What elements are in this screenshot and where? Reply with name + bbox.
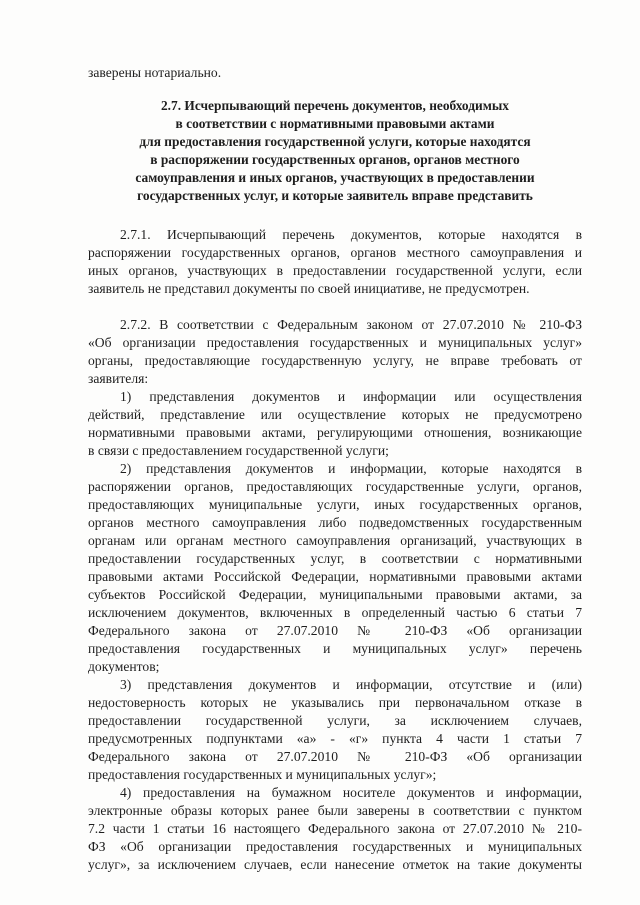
text-line: электронные образы которых ранее были заверены в соответствии с пунктом	[88, 803, 582, 818]
text-line: 2.7.1. Исчерпывающий перечень документов, которые находятся в	[120, 227, 582, 242]
text-line: распоряжении государственных органов, органов местного самоуправления и	[88, 245, 582, 260]
text-line: органы, предоставляющие государственную услугу, не вправе требовать от	[88, 353, 582, 368]
section-heading: самоуправления и иных органов, участвующих в предоставлении	[135, 170, 535, 185]
text-line: нормативными правовыми актами, регулирующими отношения, возникающие	[88, 425, 582, 440]
text-line: исключением документов, включенных в определенный частью 6 статьи 7	[88, 605, 582, 620]
text-line: 2) представления документов и информации, которые находятся в	[120, 461, 582, 476]
text-line: субъектов Российской Федерации, муниципальными правовыми актами, за	[88, 587, 582, 602]
text-line: Федерального закона от 27.07.2010 № 210-ФЗ «Об организации	[88, 749, 582, 764]
text-line: предоставлении государственных услуг, в соответствии с нормативными	[88, 551, 582, 566]
text-line: услуг», за исключением случаев, если нанесение отметок на такие документы	[88, 857, 582, 872]
text-line: органам или органам местного самоуправления организаций, участвующих в	[88, 533, 582, 548]
text-line: органов местного самоуправления либо подведомственных государственным	[88, 515, 582, 530]
text-line: 2.7.2. В соответствии с Федеральным законом от 27.07.2010 № 210-ФЗ	[120, 317, 582, 332]
text-line: 7.2 части 1 статьи 16 настоящего Федерального закона от 27.07.2010 № 210-	[88, 821, 582, 836]
section-heading: 2.7. Исчерпывающий перечень документов, необходимых	[160, 98, 509, 113]
section-heading: в соответствии с нормативными правовыми актами	[175, 116, 495, 131]
text-line: иных органов, участвующих в предоставлении государственной услуги, если	[88, 263, 582, 278]
text-line: предоставлении государственной услуги, за исключением случаев,	[88, 713, 582, 728]
section-heading: для предоставления государственной услуги, которые находятся	[139, 134, 531, 149]
text-line: предоставления государственных и муниципальных услуг» перечень	[88, 641, 582, 656]
text-line: ФЗ «Об организации предоставления государственных и муниципальных	[88, 839, 582, 854]
text-line: заявитель не представил документы по своей инициативе, не предусмотрен.	[88, 281, 530, 296]
section-heading: государственных услуг, и которые заявитель вправе представить	[137, 188, 533, 203]
text-line: предоставления государственных и муниципальных услуг»;	[88, 767, 437, 782]
text-line: Федерального закона от 27.07.2010 № 210-ФЗ «Об организации	[88, 623, 582, 638]
text-line: предусмотренных подпунктами «а» - «г» пункта 4 части 1 статьи 7	[88, 731, 582, 746]
text-line: документов;	[88, 659, 160, 674]
text-line: распоряжении органов, предоставляющих государственные услуги, органов,	[88, 479, 582, 494]
text-line: 3) представления документов и информации, отсутствие и (или)	[120, 677, 582, 692]
text-line: правовыми актами Российской Федерации, нормативными правовыми актами	[88, 569, 582, 584]
text-line: предоставляющих муниципальные услуги, иных государственных органов,	[88, 497, 582, 512]
text-line: 1) представления документов и информации или осуществления	[120, 389, 582, 404]
text-line: в связи с предоставлением государственной услуги;	[88, 443, 389, 458]
text-line: заявителя:	[88, 371, 149, 386]
text-line: заверены нотариально.	[88, 65, 222, 80]
text-line: действий, представление или осуществление которых не предусмотрено	[88, 407, 582, 422]
text-line: недостоверность которых не указывались при первоначальном отказе в	[88, 695, 582, 710]
text-line: 4) предоставления на бумажном носителе документов и информации,	[120, 785, 582, 800]
text-line: «Об организации предоставления государственных и муниципальных услуг»	[88, 335, 582, 350]
section-heading: в распоряжении государственных органов, органов местного	[150, 152, 520, 167]
